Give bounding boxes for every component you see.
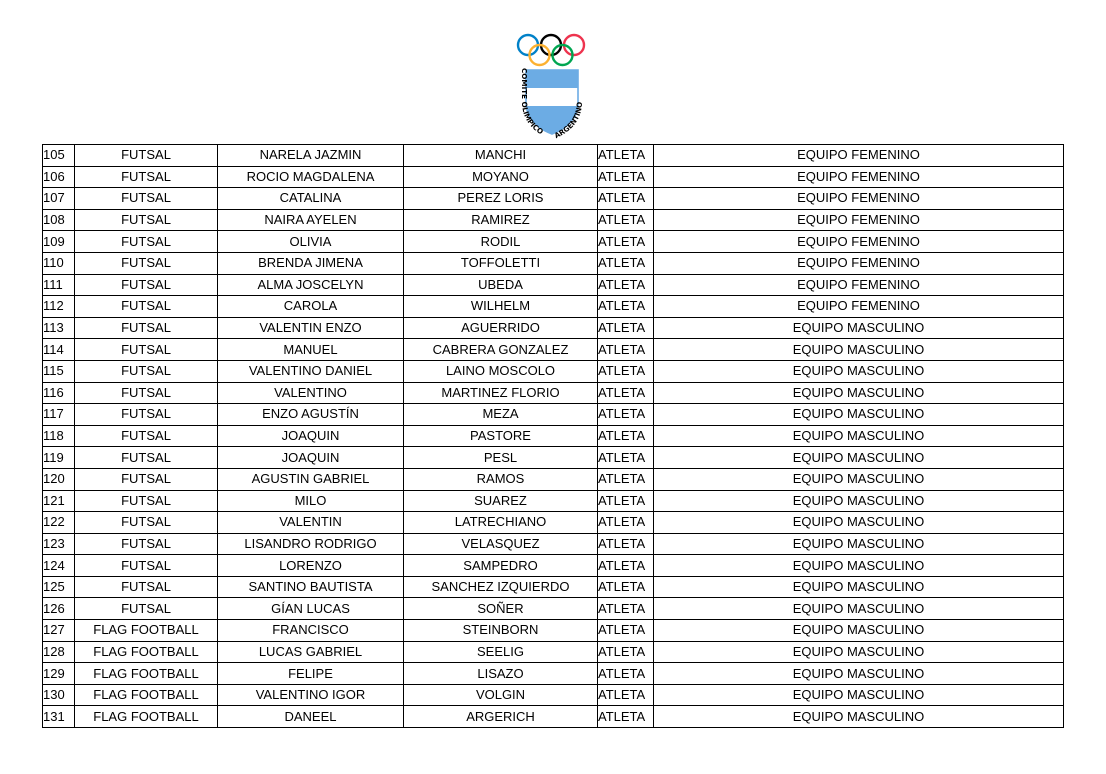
role-cell: ATLETA [598,512,654,534]
sport-cell: FUTSAL [75,274,218,296]
role-cell: ATLETA [598,684,654,706]
team-cell: EQUIPO MASCULINO [654,620,1064,642]
last-name-cell: SANCHEZ IZQUIERDO [404,576,598,598]
role-cell: ATLETA [598,706,654,728]
team-cell: EQUIPO FEMENINO [654,166,1064,188]
first-name-cell: CATALINA [218,188,404,210]
table-row [43,620,1064,642]
sport-cell: FUTSAL [75,382,218,404]
role-cell: ATLETA [598,382,654,404]
row-number: 118 [43,425,75,447]
team-cell: EQUIPO MASCULINO [654,555,1064,577]
table-row [43,404,1064,426]
first-name-cell: GÍAN LUCAS [218,598,404,620]
table-row [43,425,1064,447]
last-name-cell: PASTORE [404,425,598,447]
sport-cell: FLAG FOOTBALL [75,620,218,642]
first-name-cell: BRENDA JIMENA [218,252,404,274]
table-row [43,274,1064,296]
row-number: 110 [43,252,75,274]
last-name-cell: SAMPEDRO [404,555,598,577]
sport-cell: FUTSAL [75,598,218,620]
row-number: 123 [43,533,75,555]
first-name-cell: JOAQUIN [218,425,404,447]
table-row [43,684,1064,706]
first-name-cell: MANUEL [218,339,404,361]
first-name-cell: FELIPE [218,663,404,685]
table-row [43,468,1064,490]
sport-cell: FUTSAL [75,145,218,167]
sport-cell: FUTSAL [75,296,218,318]
team-cell: EQUIPO FEMENINO [654,188,1064,210]
team-cell: EQUIPO FEMENINO [654,145,1064,167]
first-name-cell: VALENTINO DANIEL [218,360,404,382]
last-name-cell: SOÑER [404,598,598,620]
last-name-cell: RAMOS [404,468,598,490]
first-name-cell: SANTINO BAUTISTA [218,576,404,598]
last-name-cell: LATRECHIANO [404,512,598,534]
team-cell: EQUIPO MASCULINO [654,425,1064,447]
first-name-cell: LORENZO [218,555,404,577]
sport-cell: FUTSAL [75,188,218,210]
team-cell: EQUIPO FEMENINO [654,296,1064,318]
last-name-cell: SEELIG [404,641,598,663]
sport-cell: FUTSAL [75,468,218,490]
role-cell: ATLETA [598,598,654,620]
table-row [43,663,1064,685]
row-number: 127 [43,620,75,642]
row-number: 120 [43,468,75,490]
role-cell: ATLETA [598,339,654,361]
role-cell: ATLETA [598,317,654,339]
role-cell: ATLETA [598,231,654,253]
team-cell: EQUIPO FEMENINO [654,252,1064,274]
row-number: 115 [43,360,75,382]
last-name-cell: MOYANO [404,166,598,188]
last-name-cell: PESL [404,447,598,469]
table-row [43,490,1064,512]
row-number: 124 [43,555,75,577]
team-cell: EQUIPO FEMENINO [654,231,1064,253]
sport-cell: FUTSAL [75,576,218,598]
first-name-cell: ROCIO MAGDALENA [218,166,404,188]
role-cell: ATLETA [598,145,654,167]
sport-cell: FUTSAL [75,252,218,274]
sport-cell: FLAG FOOTBALL [75,684,218,706]
team-cell: EQUIPO MASCULINO [654,598,1064,620]
row-number: 131 [43,706,75,728]
table-row [43,382,1064,404]
role-cell: ATLETA [598,533,654,555]
team-cell: EQUIPO MASCULINO [654,512,1064,534]
first-name-cell: VALENTIN [218,512,404,534]
team-cell: EQUIPO FEMENINO [654,209,1064,231]
first-name-cell: DANEEL [218,706,404,728]
row-number: 125 [43,576,75,598]
last-name-cell: LAINO MOSCOLO [404,360,598,382]
table-row [43,533,1064,555]
team-cell: EQUIPO MASCULINO [654,339,1064,361]
first-name-cell: VALENTIN ENZO [218,317,404,339]
last-name-cell: VOLGIN [404,684,598,706]
table-row [43,598,1064,620]
team-cell: EQUIPO MASCULINO [654,533,1064,555]
first-name-cell: NARELA JAZMIN [218,145,404,167]
sport-cell: FUTSAL [75,533,218,555]
row-number: 114 [43,339,75,361]
first-name-cell: LUCAS GABRIEL [218,641,404,663]
team-cell: EQUIPO MASCULINO [654,468,1064,490]
team-cell: EQUIPO FEMENINO [654,274,1064,296]
last-name-cell: MANCHI [404,145,598,167]
role-cell: ATLETA [598,166,654,188]
sport-cell: FLAG FOOTBALL [75,663,218,685]
table-row [43,339,1064,361]
row-number: 128 [43,641,75,663]
team-cell: EQUIPO MASCULINO [654,382,1064,404]
row-number: 111 [43,274,75,296]
table-row [43,512,1064,534]
row-number: 105 [43,145,75,167]
sport-cell: FLAG FOOTBALL [75,706,218,728]
table-row [43,188,1064,210]
first-name-cell: LISANDRO RODRIGO [218,533,404,555]
sport-cell: FUTSAL [75,512,218,534]
first-name-cell: AGUSTIN GABRIEL [218,468,404,490]
sport-cell: FUTSAL [75,317,218,339]
role-cell: ATLETA [598,188,654,210]
role-cell: ATLETA [598,209,654,231]
role-cell: ATLETA [598,490,654,512]
row-number: 121 [43,490,75,512]
first-name-cell: VALENTINO [218,382,404,404]
last-name-cell: WILHELM [404,296,598,318]
table-row [43,706,1064,728]
role-cell: ATLETA [598,274,654,296]
first-name-cell: ALMA JOSCELYN [218,274,404,296]
team-cell: EQUIPO MASCULINO [654,684,1064,706]
team-cell: EQUIPO MASCULINO [654,317,1064,339]
last-name-cell: STEINBORN [404,620,598,642]
last-name-cell: UBEDA [404,274,598,296]
first-name-cell: VALENTINO IGOR [218,684,404,706]
row-number: 126 [43,598,75,620]
row-number: 109 [43,231,75,253]
table-row [43,166,1064,188]
team-cell: EQUIPO MASCULINO [654,360,1064,382]
table-row [43,145,1064,167]
team-cell: EQUIPO MASCULINO [654,663,1064,685]
row-number: 108 [43,209,75,231]
sport-cell: FUTSAL [75,339,218,361]
last-name-cell: RAMIREZ [404,209,598,231]
row-number: 106 [43,166,75,188]
last-name-cell: RODIL [404,231,598,253]
last-name-cell: MARTINEZ FLORIO [404,382,598,404]
first-name-cell: JOAQUIN [218,447,404,469]
team-cell: EQUIPO MASCULINO [654,576,1064,598]
last-name-cell: SUAREZ [404,490,598,512]
svg-text:COMITE OLIMPICO: COMITE OLIMPICO [519,68,546,137]
role-cell: ATLETA [598,360,654,382]
first-name-cell: FRANCISCO [218,620,404,642]
row-number: 117 [43,404,75,426]
first-name-cell: NAIRA AYELEN [218,209,404,231]
sport-cell: FUTSAL [75,360,218,382]
first-name-cell: MILO [218,490,404,512]
row-number: 129 [43,663,75,685]
role-cell: ATLETA [598,620,654,642]
last-name-cell: PEREZ LORIS [404,188,598,210]
role-cell: ATLETA [598,252,654,274]
svg-text:ARGENTINO: ARGENTINO [552,101,585,141]
sport-cell: FLAG FOOTBALL [75,641,218,663]
table-row [43,209,1064,231]
last-name-cell: CABRERA GONZALEZ [404,339,598,361]
row-number: 107 [43,188,75,210]
table-row [43,641,1064,663]
sport-cell: FUTSAL [75,209,218,231]
sport-cell: FUTSAL [75,231,218,253]
last-name-cell: AGUERRIDO [404,317,598,339]
team-cell: EQUIPO MASCULINO [654,641,1064,663]
table-row [43,360,1064,382]
role-cell: ATLETA [598,447,654,469]
role-cell: ATLETA [598,425,654,447]
role-cell: ATLETA [598,576,654,598]
row-number: 119 [43,447,75,469]
role-cell: ATLETA [598,296,654,318]
table-row [43,317,1064,339]
sport-cell: FUTSAL [75,425,218,447]
role-cell: ATLETA [598,404,654,426]
table-row [43,231,1064,253]
role-cell: ATLETA [598,663,654,685]
athlete-roster-table [42,144,1064,728]
first-name-cell: CAROLA [218,296,404,318]
last-name-cell: ARGERICH [404,706,598,728]
table-row [43,447,1064,469]
last-name-cell: LISAZO [404,663,598,685]
table-row [43,555,1064,577]
row-number: 130 [43,684,75,706]
team-cell: EQUIPO MASCULINO [654,490,1064,512]
table-row [43,576,1064,598]
team-cell: EQUIPO MASCULINO [654,447,1064,469]
sport-cell: FUTSAL [75,555,218,577]
first-name-cell: ENZO AGUSTÍN [218,404,404,426]
table-row [43,296,1064,318]
role-cell: ATLETA [598,641,654,663]
table-row [43,252,1064,274]
row-number: 112 [43,296,75,318]
last-name-cell: VELASQUEZ [404,533,598,555]
sport-cell: FUTSAL [75,166,218,188]
sport-cell: FUTSAL [75,447,218,469]
roster-body [43,145,1064,728]
sport-cell: FUTSAL [75,404,218,426]
row-number: 113 [43,317,75,339]
row-number: 122 [43,512,75,534]
last-name-cell: TOFFOLETTI [404,252,598,274]
row-number: 116 [43,382,75,404]
olympic-committee-logo [508,30,596,146]
team-cell: EQUIPO MASCULINO [654,404,1064,426]
first-name-cell: OLIVIA [218,231,404,253]
team-cell: EQUIPO MASCULINO [654,706,1064,728]
role-cell: ATLETA [598,555,654,577]
role-cell: ATLETA [598,468,654,490]
last-name-cell: MEZA [404,404,598,426]
sport-cell: FUTSAL [75,490,218,512]
